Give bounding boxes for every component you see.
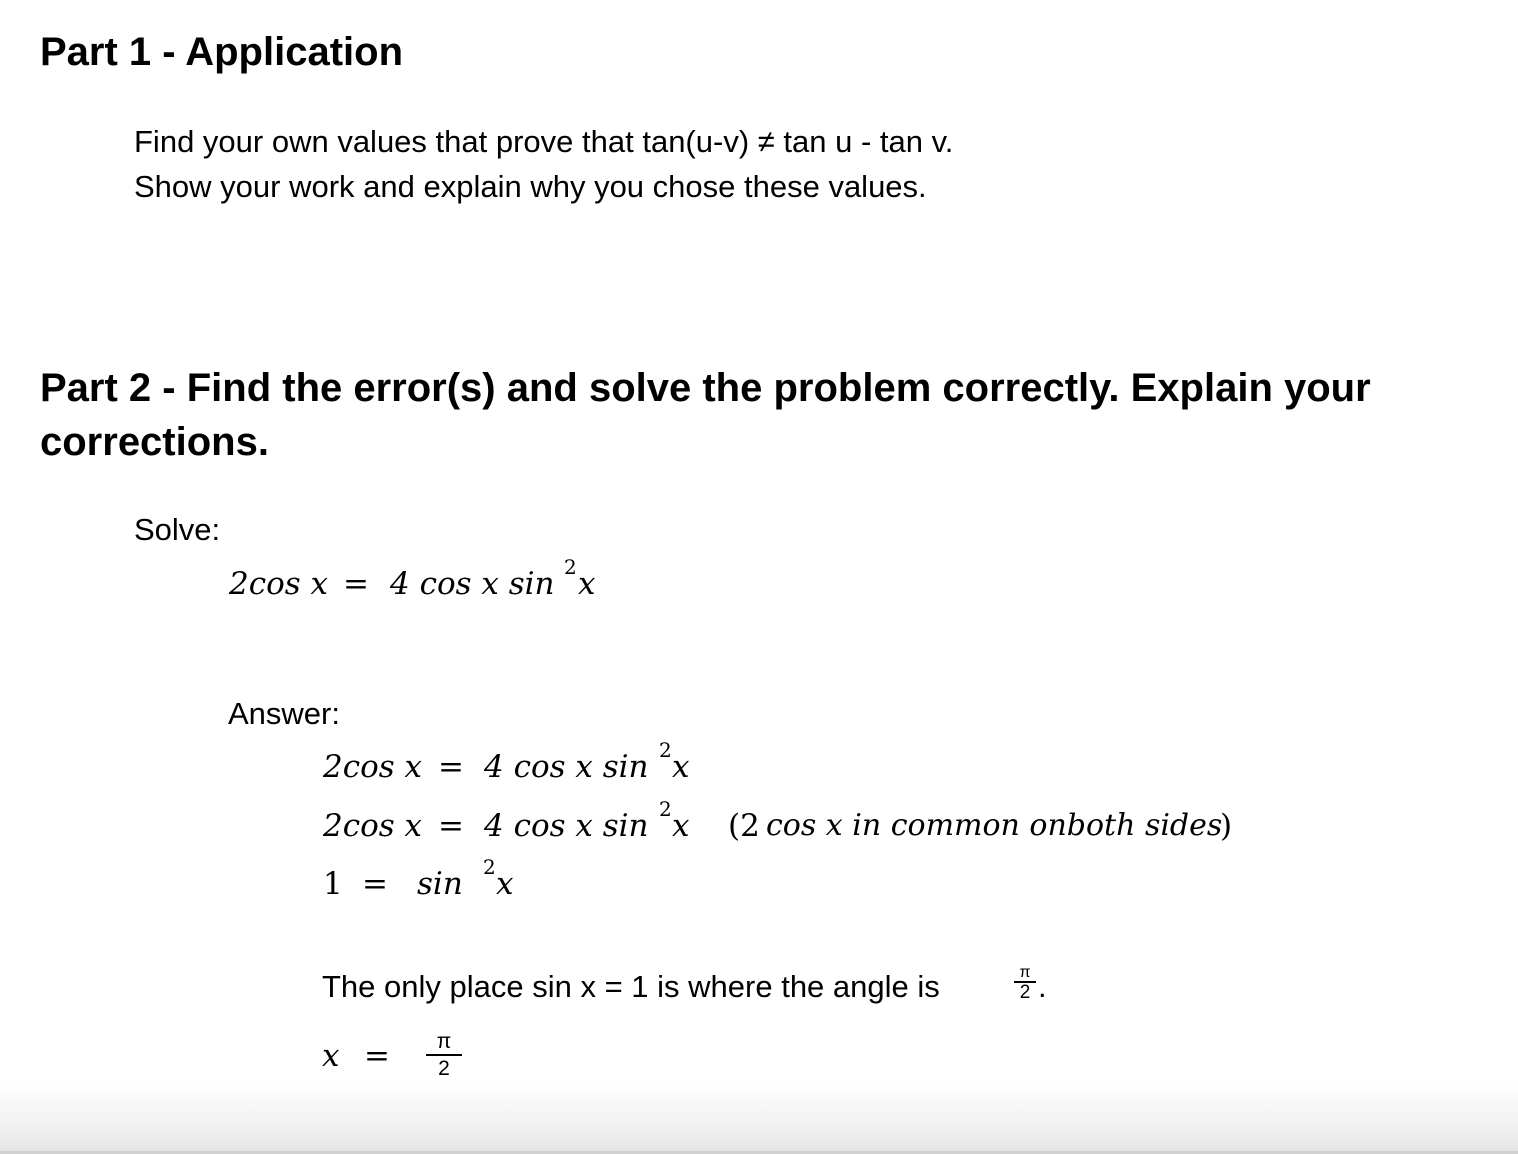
page-bottom-shadow [0, 1080, 1518, 1154]
problem-exponent: 2 [564, 555, 577, 579]
part1-instruction-line1: Find your own values that prove that tan(u-v) ≠ tan u - tan v. [134, 124, 954, 159]
step3-equals: = [362, 866, 388, 902]
part2-heading-line2: corrections. [40, 420, 269, 464]
step1-rhs: 4 cos x sin [484, 749, 649, 785]
step2-rhs: 4 cos x sin [484, 808, 649, 844]
step3-exponent: 2 [483, 855, 496, 879]
step2-note: cos x in common onboth sides [766, 808, 1223, 843]
step1-lhs: 2cos x [323, 749, 422, 785]
step2-var: x [672, 808, 690, 844]
step2-note-open: (2 [728, 808, 760, 844]
step3-var: x [496, 866, 514, 902]
conclusion-fraction-denominator: 2 [1019, 982, 1031, 1003]
step2-exponent: 2 [659, 797, 672, 821]
problem-rhs: 4 cos x sin [390, 566, 555, 602]
step1-equals: = [438, 749, 464, 785]
step2-lhs: 2cos x [323, 808, 422, 844]
problem-equals: = [343, 566, 369, 602]
problem-var: x [578, 566, 596, 602]
conclusion-text: The only place sin x = 1 is where the angle is [322, 969, 940, 1004]
final-fraction [426, 1030, 462, 1082]
conclusion-fraction [1014, 964, 1036, 1003]
step3-lhs: 1 [323, 866, 343, 902]
solve-label: Solve: [134, 512, 221, 547]
problem-lhs: 2cos x [229, 566, 328, 602]
conclusion-period: . [1038, 969, 1047, 1004]
step3-rhs: sin [417, 866, 463, 902]
final-fraction-numerator: π [436, 1030, 452, 1053]
step2-note-close: ) [1220, 808, 1233, 844]
step1-var: x [672, 749, 690, 785]
step2-equals: = [438, 808, 464, 844]
part1-heading: Part 1 - Application [40, 30, 404, 74]
step1-exponent: 2 [659, 738, 672, 762]
final-lhs: x [322, 1038, 340, 1074]
conclusion-fraction-numerator: π [1019, 964, 1031, 981]
part1-instruction-line2: Show your work and explain why you chose these values. [134, 169, 927, 204]
part2-heading-line1: Part 2 - Find the error(s) and solve the problem correctly. Explain your [40, 366, 1371, 410]
answer-label: Answer: [228, 696, 340, 731]
final-equals: = [364, 1038, 390, 1074]
final-fraction-denominator: 2 [438, 1057, 450, 1080]
